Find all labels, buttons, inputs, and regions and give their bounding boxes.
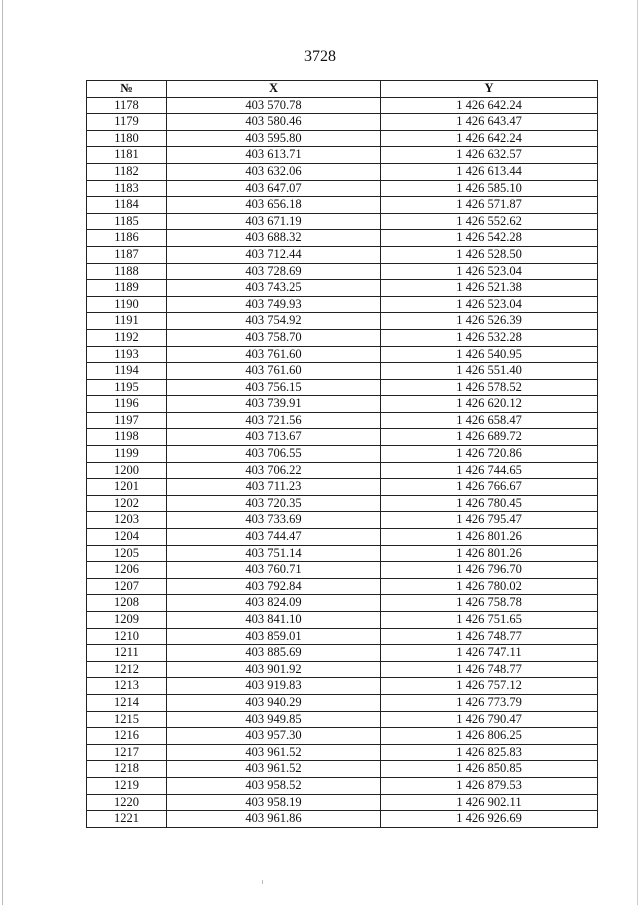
point-number-cell: 1186 bbox=[87, 230, 167, 247]
x-coordinate-cell: 403 958.19 bbox=[167, 794, 381, 811]
table-row bbox=[87, 529, 598, 546]
y-coordinate-cell: 1 426 521.38 bbox=[381, 280, 598, 297]
y-coordinate-cell: 1 426 902.11 bbox=[381, 794, 598, 811]
coordinates-table bbox=[86, 80, 598, 828]
y-coordinate-cell: 1 426 571.87 bbox=[381, 197, 598, 214]
y-coordinate-cell: 1 426 766.67 bbox=[381, 479, 598, 496]
point-number-cell: 1219 bbox=[87, 777, 167, 794]
table-row bbox=[87, 346, 598, 363]
point-number-cell: 1200 bbox=[87, 462, 167, 479]
x-coordinate-cell: 403 957.30 bbox=[167, 728, 381, 745]
point-number-cell: 1196 bbox=[87, 396, 167, 413]
table-row bbox=[87, 479, 598, 496]
table-row bbox=[87, 811, 598, 828]
y-coordinate-cell: 1 426 632.57 bbox=[381, 147, 598, 164]
table-row bbox=[87, 180, 598, 197]
point-number-cell: 1216 bbox=[87, 728, 167, 745]
table-row bbox=[87, 280, 598, 297]
x-coordinate-cell: 403 647.07 bbox=[167, 180, 381, 197]
x-coordinate-cell: 403 728.69 bbox=[167, 263, 381, 280]
x-coordinate-cell: 403 749.93 bbox=[167, 296, 381, 313]
x-coordinate-cell: 403 595.80 bbox=[167, 130, 381, 147]
y-coordinate-cell: 1 426 825.83 bbox=[381, 744, 598, 761]
x-coordinate-cell: 403 751.14 bbox=[167, 545, 381, 562]
table-row bbox=[87, 230, 598, 247]
table-row bbox=[87, 429, 598, 446]
page-edge-right bbox=[637, 0, 638, 905]
x-coordinate-cell: 403 940.29 bbox=[167, 694, 381, 711]
page-number: 3728 bbox=[304, 48, 336, 65]
y-coordinate-cell: 1 426 578.52 bbox=[381, 379, 598, 396]
y-coordinate-cell: 1 426 532.28 bbox=[381, 329, 598, 346]
table-row bbox=[87, 97, 598, 114]
table-row bbox=[87, 213, 598, 230]
y-coordinate-cell: 1 426 620.12 bbox=[381, 396, 598, 413]
table-row bbox=[87, 612, 598, 629]
table-row bbox=[87, 512, 598, 529]
point-number-cell: 1210 bbox=[87, 628, 167, 645]
x-coordinate-cell: 403 712.44 bbox=[167, 246, 381, 263]
table-row bbox=[87, 495, 598, 512]
y-coordinate-cell: 1 426 689.72 bbox=[381, 429, 598, 446]
table-row bbox=[87, 545, 598, 562]
table-row bbox=[87, 628, 598, 645]
y-coordinate-cell: 1 426 790.47 bbox=[381, 711, 598, 728]
y-coordinate-cell: 1 426 523.04 bbox=[381, 263, 598, 280]
table-row bbox=[87, 728, 598, 745]
table-row bbox=[87, 163, 598, 180]
point-number-cell: 1203 bbox=[87, 512, 167, 529]
point-number-cell: 1181 bbox=[87, 147, 167, 164]
point-number-cell: 1194 bbox=[87, 363, 167, 380]
point-number-cell: 1217 bbox=[87, 744, 167, 761]
y-coordinate-cell: 1 426 758.78 bbox=[381, 595, 598, 612]
table-row bbox=[87, 446, 598, 463]
x-coordinate-cell: 403 754.92 bbox=[167, 313, 381, 330]
table-row bbox=[87, 197, 598, 214]
y-coordinate-cell: 1 426 748.77 bbox=[381, 628, 598, 645]
x-coordinate-cell: 403 656.18 bbox=[167, 197, 381, 214]
point-number-cell: 1207 bbox=[87, 578, 167, 595]
point-number-cell: 1198 bbox=[87, 429, 167, 446]
point-number-cell: 1182 bbox=[87, 163, 167, 180]
table-row bbox=[87, 694, 598, 711]
point-number-cell: 1184 bbox=[87, 197, 167, 214]
y-coordinate-cell: 1 426 540.95 bbox=[381, 346, 598, 363]
point-number-cell: 1191 bbox=[87, 313, 167, 330]
x-coordinate-cell: 403 961.86 bbox=[167, 811, 381, 828]
table-row bbox=[87, 578, 598, 595]
y-coordinate-cell: 1 426 523.04 bbox=[381, 296, 598, 313]
x-coordinate-cell: 403 743.25 bbox=[167, 280, 381, 297]
table-row bbox=[87, 711, 598, 728]
x-coordinate-cell: 403 758.70 bbox=[167, 329, 381, 346]
x-coordinate-cell: 403 760.71 bbox=[167, 562, 381, 579]
point-number-cell: 1205 bbox=[87, 545, 167, 562]
x-coordinate-cell: 403 961.52 bbox=[167, 744, 381, 761]
point-number-cell: 1214 bbox=[87, 694, 167, 711]
x-coordinate-cell: 403 580.46 bbox=[167, 114, 381, 131]
y-coordinate-cell: 1 426 585.10 bbox=[381, 180, 598, 197]
table-row bbox=[87, 678, 598, 695]
point-number-cell: 1178 bbox=[87, 97, 167, 114]
point-number-cell: 1211 bbox=[87, 645, 167, 662]
table-row bbox=[87, 246, 598, 263]
header-y: Y bbox=[381, 81, 598, 98]
y-coordinate-cell: 1 426 801.26 bbox=[381, 545, 598, 562]
y-coordinate-cell: 1 426 643.47 bbox=[381, 114, 598, 131]
table-row bbox=[87, 761, 598, 778]
y-coordinate-cell: 1 426 926.69 bbox=[381, 811, 598, 828]
table-row bbox=[87, 296, 598, 313]
y-coordinate-cell: 1 426 850.85 bbox=[381, 761, 598, 778]
table-row bbox=[87, 462, 598, 479]
x-coordinate-cell: 403 761.60 bbox=[167, 346, 381, 363]
y-coordinate-cell: 1 426 773.79 bbox=[381, 694, 598, 711]
y-coordinate-cell: 1 426 528.50 bbox=[381, 246, 598, 263]
point-number-cell: 1218 bbox=[87, 761, 167, 778]
y-coordinate-cell: 1 426 757.12 bbox=[381, 678, 598, 695]
table-row bbox=[87, 379, 598, 396]
y-coordinate-cell: 1 426 642.24 bbox=[381, 130, 598, 147]
y-coordinate-cell: 1 426 806.25 bbox=[381, 728, 598, 745]
x-coordinate-cell: 403 671.19 bbox=[167, 213, 381, 230]
y-coordinate-cell: 1 426 542.28 bbox=[381, 230, 598, 247]
x-coordinate-cell: 403 570.78 bbox=[167, 97, 381, 114]
x-coordinate-cell: 403 961.52 bbox=[167, 761, 381, 778]
table-row bbox=[87, 744, 598, 761]
table-row bbox=[87, 313, 598, 330]
table-row bbox=[87, 595, 598, 612]
point-number-cell: 1197 bbox=[87, 412, 167, 429]
point-number-cell: 1206 bbox=[87, 562, 167, 579]
header-number: № bbox=[87, 81, 167, 98]
x-coordinate-cell: 403 613.71 bbox=[167, 147, 381, 164]
x-coordinate-cell: 403 721.56 bbox=[167, 412, 381, 429]
y-coordinate-cell: 1 426 551.40 bbox=[381, 363, 598, 380]
y-coordinate-cell: 1 426 879.53 bbox=[381, 777, 598, 794]
y-coordinate-cell: 1 426 748.77 bbox=[381, 661, 598, 678]
x-coordinate-cell: 403 792.84 bbox=[167, 578, 381, 595]
x-coordinate-cell: 403 949.85 bbox=[167, 711, 381, 728]
point-number-cell: 1188 bbox=[87, 263, 167, 280]
point-number-cell: 1212 bbox=[87, 661, 167, 678]
y-coordinate-cell: 1 426 720.86 bbox=[381, 446, 598, 463]
point-number-cell: 1183 bbox=[87, 180, 167, 197]
table-row bbox=[87, 329, 598, 346]
page-edge-left bbox=[2, 0, 3, 905]
point-number-cell: 1199 bbox=[87, 446, 167, 463]
point-number-cell: 1209 bbox=[87, 612, 167, 629]
y-coordinate-cell: 1 426 751.65 bbox=[381, 612, 598, 629]
table-row bbox=[87, 130, 598, 147]
y-coordinate-cell: 1 426 526.39 bbox=[381, 313, 598, 330]
point-number-cell: 1215 bbox=[87, 711, 167, 728]
table-row bbox=[87, 396, 598, 413]
y-coordinate-cell: 1 426 801.26 bbox=[381, 529, 598, 546]
point-number-cell: 1193 bbox=[87, 346, 167, 363]
x-coordinate-cell: 403 711.23 bbox=[167, 479, 381, 496]
table-body bbox=[87, 97, 598, 827]
scan-speck bbox=[262, 880, 263, 884]
table-row bbox=[87, 645, 598, 662]
table-row bbox=[87, 777, 598, 794]
x-coordinate-cell: 403 824.09 bbox=[167, 595, 381, 612]
y-coordinate-cell: 1 426 744.65 bbox=[381, 462, 598, 479]
x-coordinate-cell: 403 756.15 bbox=[167, 379, 381, 396]
table-row bbox=[87, 147, 598, 164]
y-coordinate-cell: 1 426 795.47 bbox=[381, 512, 598, 529]
x-coordinate-cell: 403 713.67 bbox=[167, 429, 381, 446]
x-coordinate-cell: 403 706.55 bbox=[167, 446, 381, 463]
point-number-cell: 1195 bbox=[87, 379, 167, 396]
point-number-cell: 1204 bbox=[87, 529, 167, 546]
x-coordinate-cell: 403 901.92 bbox=[167, 661, 381, 678]
y-coordinate-cell: 1 426 780.02 bbox=[381, 578, 598, 595]
y-coordinate-cell: 1 426 552.62 bbox=[381, 213, 598, 230]
point-number-cell: 1213 bbox=[87, 678, 167, 695]
x-coordinate-cell: 403 739.91 bbox=[167, 396, 381, 413]
y-coordinate-cell: 1 426 747.11 bbox=[381, 645, 598, 662]
x-coordinate-cell: 403 744.47 bbox=[167, 529, 381, 546]
y-coordinate-cell: 1 426 613.44 bbox=[381, 163, 598, 180]
point-number-cell: 1201 bbox=[87, 479, 167, 496]
point-number-cell: 1208 bbox=[87, 595, 167, 612]
x-coordinate-cell: 403 841.10 bbox=[167, 612, 381, 629]
y-coordinate-cell: 1 426 780.45 bbox=[381, 495, 598, 512]
table-row bbox=[87, 114, 598, 131]
table-row bbox=[87, 263, 598, 280]
y-coordinate-cell: 1 426 796.70 bbox=[381, 562, 598, 579]
x-coordinate-cell: 403 632.06 bbox=[167, 163, 381, 180]
point-number-cell: 1221 bbox=[87, 811, 167, 828]
x-coordinate-cell: 403 958.52 bbox=[167, 777, 381, 794]
table-row bbox=[87, 562, 598, 579]
point-number-cell: 1220 bbox=[87, 794, 167, 811]
x-coordinate-cell: 403 733.69 bbox=[167, 512, 381, 529]
point-number-cell: 1185 bbox=[87, 213, 167, 230]
point-number-cell: 1189 bbox=[87, 280, 167, 297]
point-number-cell: 1179 bbox=[87, 114, 167, 131]
x-coordinate-cell: 403 688.32 bbox=[167, 230, 381, 247]
point-number-cell: 1187 bbox=[87, 246, 167, 263]
table-row bbox=[87, 363, 598, 380]
table-row bbox=[87, 794, 598, 811]
point-number-cell: 1192 bbox=[87, 329, 167, 346]
point-number-cell: 1202 bbox=[87, 495, 167, 512]
table-header-row bbox=[87, 81, 598, 98]
x-coordinate-cell: 403 919.83 bbox=[167, 678, 381, 695]
x-coordinate-cell: 403 761.60 bbox=[167, 363, 381, 380]
x-coordinate-cell: 403 885.69 bbox=[167, 645, 381, 662]
x-coordinate-cell: 403 706.22 bbox=[167, 462, 381, 479]
point-number-cell: 1180 bbox=[87, 130, 167, 147]
table-row bbox=[87, 661, 598, 678]
y-coordinate-cell: 1 426 642.24 bbox=[381, 97, 598, 114]
table-row bbox=[87, 412, 598, 429]
x-coordinate-cell: 403 720.35 bbox=[167, 495, 381, 512]
x-coordinate-cell: 403 859.01 bbox=[167, 628, 381, 645]
point-number-cell: 1190 bbox=[87, 296, 167, 313]
header-x: X bbox=[167, 81, 381, 98]
y-coordinate-cell: 1 426 658.47 bbox=[381, 412, 598, 429]
